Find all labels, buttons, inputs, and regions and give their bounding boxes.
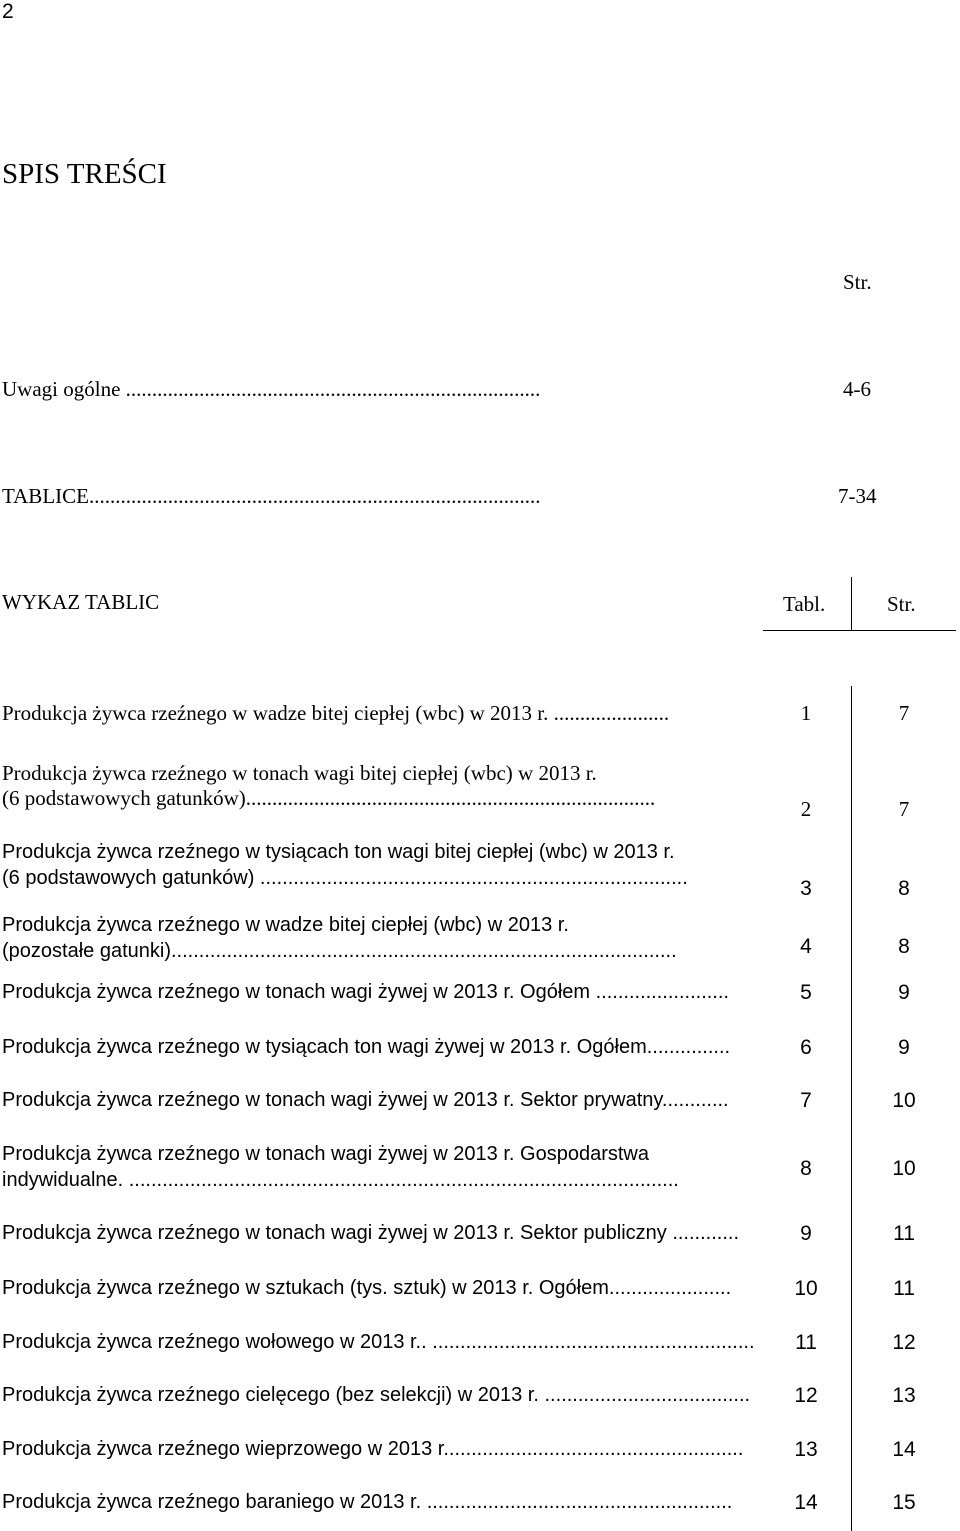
column-divider-top <box>851 577 852 630</box>
entry-text: Produkcja żywca rzeźnego w sztukach (tys. sztuk) w 2013 r. Ogółem...................... <box>2 1277 732 1299</box>
entry-text: Produkcja żywca rzeźnego w tysiącach ton wagi żywej w 2013 r. Ogółem............... <box>2 1036 731 1058</box>
entry-tabl: 6 <box>800 1036 812 1059</box>
page-title: SPIS TREŚCI <box>2 158 167 190</box>
toc-row-label: Uwagi ogólne ............................................................................... <box>2 377 541 401</box>
header-rule <box>763 630 956 631</box>
entry-text: Produkcja żywca rzeźnego w tonach wagi żywej w 2013 r. Sektor publiczny ............ <box>2 1222 740 1244</box>
entry-tabl: 3 <box>800 877 812 900</box>
entry-text: Produkcja żywca rzeźnego w wadze bitej ciepłej (wbc) w 2013 r. <box>2 914 569 936</box>
entry-str: 8 <box>898 877 910 900</box>
toc-row-uwagi-page: 4-6 <box>843 377 871 401</box>
entry-str: 7 <box>898 701 910 725</box>
entry-str: 7 <box>898 797 910 821</box>
entry-text: Produkcja żywca rzeźnego w tonach wagi żywej w 2013 r. Sektor prywatny............ <box>2 1089 729 1111</box>
entry-tabl: 14 <box>794 1491 818 1514</box>
entry-text: Produkcja żywca rzeźnego wołowego w 2013 r.. .......................................................... <box>2 1331 755 1353</box>
entry-str: 9 <box>898 1036 910 1059</box>
entry-text: Produkcja żywca rzeźnego w tonach wagi bitej ciepłej (wbc) w 2013 r. <box>2 761 597 785</box>
wykaz-heading: WYKAZ TABLIC <box>2 590 160 614</box>
toc-row-label: TABLICE...................................................................................... <box>2 484 541 508</box>
entry-text: Produkcja żywca rzeźnego w tonach wagi żywej w 2013 r. Gospodarstwa <box>2 1143 649 1165</box>
entry-tabl: 1 <box>800 701 812 725</box>
entry-text: Produkcja żywca rzeźnego baraniego w 2013 r. ....................................................... <box>2 1491 733 1513</box>
entry-str: 12 <box>892 1331 916 1354</box>
entry-tabl: 5 <box>800 981 812 1004</box>
entry-tabl: 4 <box>800 935 812 958</box>
entry-str: 14 <box>892 1438 916 1461</box>
entry-text: (6 podstawowych gatunków).............................................................................. <box>2 786 656 810</box>
entry-text: (pozostałe gatunki)........................................................................................... <box>2 940 677 962</box>
entry-tabl: 12 <box>794 1384 818 1407</box>
entry-tabl: 10 <box>794 1277 818 1300</box>
entry-str: 11 <box>893 1277 915 1300</box>
entry-str: 8 <box>898 935 910 958</box>
toc-row-uwagi[interactable] <box>2 377 764 402</box>
col-str-heading: Str. <box>887 592 916 616</box>
page-number: 2 <box>2 0 14 23</box>
str-column-heading: Str. <box>843 270 872 294</box>
entry-str: 15 <box>892 1491 916 1514</box>
entry-str: 10 <box>892 1157 916 1180</box>
entry-text: Produkcja żywca rzeźnego w tonach wagi żywej w 2013 r. Ogółem ........................ <box>2 981 729 1003</box>
entry-text: Produkcja żywca rzeźnego wieprzowego w 2013 r...................................................... <box>2 1438 744 1460</box>
entry-tabl: 9 <box>800 1222 812 1245</box>
entry-str: 13 <box>892 1384 916 1407</box>
entry-str: 11 <box>893 1222 915 1245</box>
entry-str: 9 <box>898 981 910 1004</box>
column-divider <box>851 686 852 1531</box>
toc-row-tablice[interactable] <box>2 484 764 509</box>
entry-text: (6 podstawowych gatunków) ............................................................................. <box>2 867 688 889</box>
entry-tabl: 7 <box>800 1089 812 1112</box>
toc-row-tablice-page: 7-34 <box>838 484 877 508</box>
col-tabl-heading: Tabl. <box>783 592 826 616</box>
entry-tabl: 8 <box>800 1157 812 1180</box>
entry-text: indywidualne. ................................................................................................... <box>2 1169 679 1191</box>
entry-str: 10 <box>892 1089 916 1112</box>
entry-text: Produkcja żywca rzeźnego cielęcego (bez selekcji) w 2013 r. ..................................... <box>2 1384 751 1406</box>
entry-tabl: 2 <box>800 797 812 821</box>
entry-tabl: 13 <box>794 1438 818 1461</box>
entry-text: Produkcja żywca rzeźnego w wadze bitej ciepłej (wbc) w 2013 r. ...................... <box>2 701 670 725</box>
entry-text: Produkcja żywca rzeźnego w tysiącach ton wagi bitej ciepłej (wbc) w 2013 r. <box>2 841 675 863</box>
entry-tabl: 11 <box>795 1331 817 1354</box>
